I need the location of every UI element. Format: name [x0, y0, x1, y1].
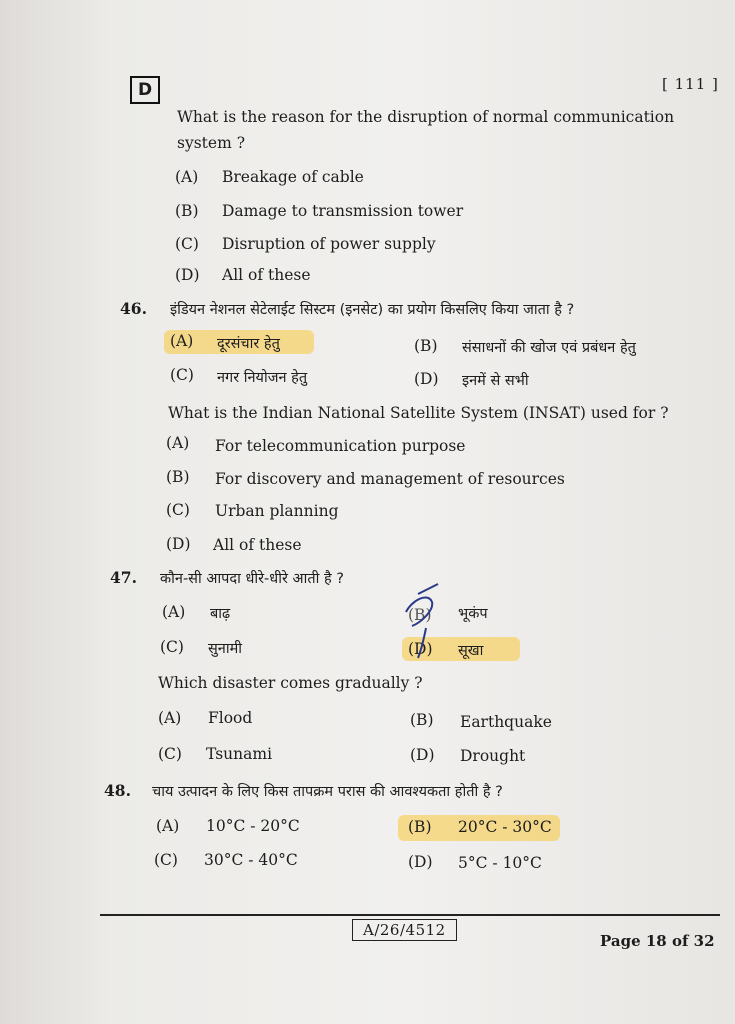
- q47-option-d-text: Drought: [460, 747, 526, 765]
- q45-option-b-text: Damage to transmission tower: [222, 202, 464, 220]
- paper-code: A/26/4512: [352, 919, 457, 941]
- q46-option-d-text: All of these: [213, 536, 302, 554]
- pen-tick-mark: [398, 582, 458, 662]
- q45-option-d-key: (D): [175, 266, 200, 284]
- q46-hindi-option-c-text: नगर नियोजन हेतु: [217, 370, 308, 386]
- q47-option-d-key: (D): [410, 746, 435, 764]
- q45-option-c-key: (C): [175, 235, 199, 253]
- q46-option-a-key: (A): [166, 434, 190, 452]
- q48-option-c-key: (C): [154, 851, 178, 869]
- q46-option-d-key: (D): [166, 535, 191, 553]
- q46-hindi-option-a-text: दूरसंचार हेतु: [217, 336, 280, 352]
- q47-english-question: Which disaster comes gradually ?: [158, 674, 423, 692]
- q45-english-line2: system ?: [177, 134, 246, 152]
- q46-hindi-option-d-text: इनमें से सभी: [462, 373, 529, 389]
- q47-option-c-key: (C): [158, 745, 182, 763]
- q46-option-c-text: Urban planning: [215, 502, 339, 520]
- q46-option-b-text: For discovery and management of resources: [215, 470, 565, 488]
- q47-option-c-text: Tsunami: [206, 745, 273, 763]
- q47-hindi-option-a-text: बाढ़: [210, 606, 231, 622]
- q46-hindi-option-d-key: (D): [414, 370, 439, 388]
- q46-number: 46.: [120, 299, 147, 318]
- q48-option-d-text: 5°C - 10°C: [458, 854, 542, 872]
- q46-english-question: What is the Indian National Satellite System (INSAT) used for ?: [168, 404, 669, 422]
- q48-option-d-key: (D): [408, 853, 433, 871]
- q48-option-c-text: 30°C - 40°C: [204, 851, 298, 869]
- q46-hindi-question: इंडियन नेशनल सेटेलाईट सिस्टम (इनसेट) का प्रयोग किसलिए किया जाता है ?: [170, 302, 575, 318]
- q46-option-b-key: (B): [166, 468, 190, 486]
- q48-option-b-text: 20°C - 30°C: [458, 818, 552, 836]
- q46-hindi-option-b-text: संसाधनों की खोज एवं प्रबंधन हेतु: [462, 340, 636, 356]
- q47-option-b-key: (B): [410, 711, 434, 729]
- q47-hindi-option-b-text: भूकंप: [458, 606, 488, 622]
- q48-hindi-question: चाय उत्पादन के लिए किस तापक्रम परास की आवश्यकता होती है ?: [152, 784, 503, 800]
- set-label-box: D: [130, 76, 160, 104]
- q46-hindi-option-b-key: (B): [414, 337, 438, 355]
- q45-option-b-key: (B): [175, 202, 199, 220]
- q47-option-b-text: Earthquake: [460, 713, 552, 731]
- q47-hindi-option-c-text: सुनामी: [208, 641, 243, 657]
- q47-hindi-question: कौन-सी आपदा धीरे-धीरे आती है ?: [160, 571, 344, 587]
- q48-option-b-key: (B): [408, 818, 432, 836]
- q46-hindi-option-a-key: (A): [170, 332, 194, 350]
- footer-rule: [100, 914, 720, 916]
- q47-option-a-key: (A): [158, 709, 182, 727]
- q46-option-a-text: For telecommunication purpose: [215, 437, 466, 455]
- q45-english-line1: What is the reason for the disruption of normal communication: [177, 108, 675, 126]
- q45-option-a-key: (A): [175, 168, 199, 186]
- q47-hindi-option-c-key: (C): [160, 638, 184, 656]
- q47-hindi-option-d-key: (D): [408, 640, 433, 658]
- q46-hindi-option-c-key: (C): [170, 366, 194, 384]
- q48-option-a-text: 10°C - 20°C: [206, 817, 300, 835]
- q47-hindi-option-a-key: (A): [162, 603, 186, 621]
- q47-number: 47.: [110, 568, 137, 587]
- q46-option-c-key: (C): [166, 501, 190, 519]
- page-counter: Page 18 of 32: [600, 932, 715, 950]
- q47-hindi-option-b-key: (B): [408, 606, 432, 624]
- q45-option-a-text: Breakage of cable: [222, 168, 364, 186]
- q47-hindi-option-d-text: सूखा: [458, 643, 484, 659]
- q48-number: 48.: [104, 781, 131, 800]
- q45-option-d-text: All of these: [222, 266, 311, 284]
- q47-option-a-text: Flood: [208, 709, 253, 727]
- q45-option-c-text: Disruption of power supply: [222, 235, 436, 253]
- q48-option-a-key: (A): [156, 817, 180, 835]
- page-number: [ 111 ]: [662, 75, 719, 93]
